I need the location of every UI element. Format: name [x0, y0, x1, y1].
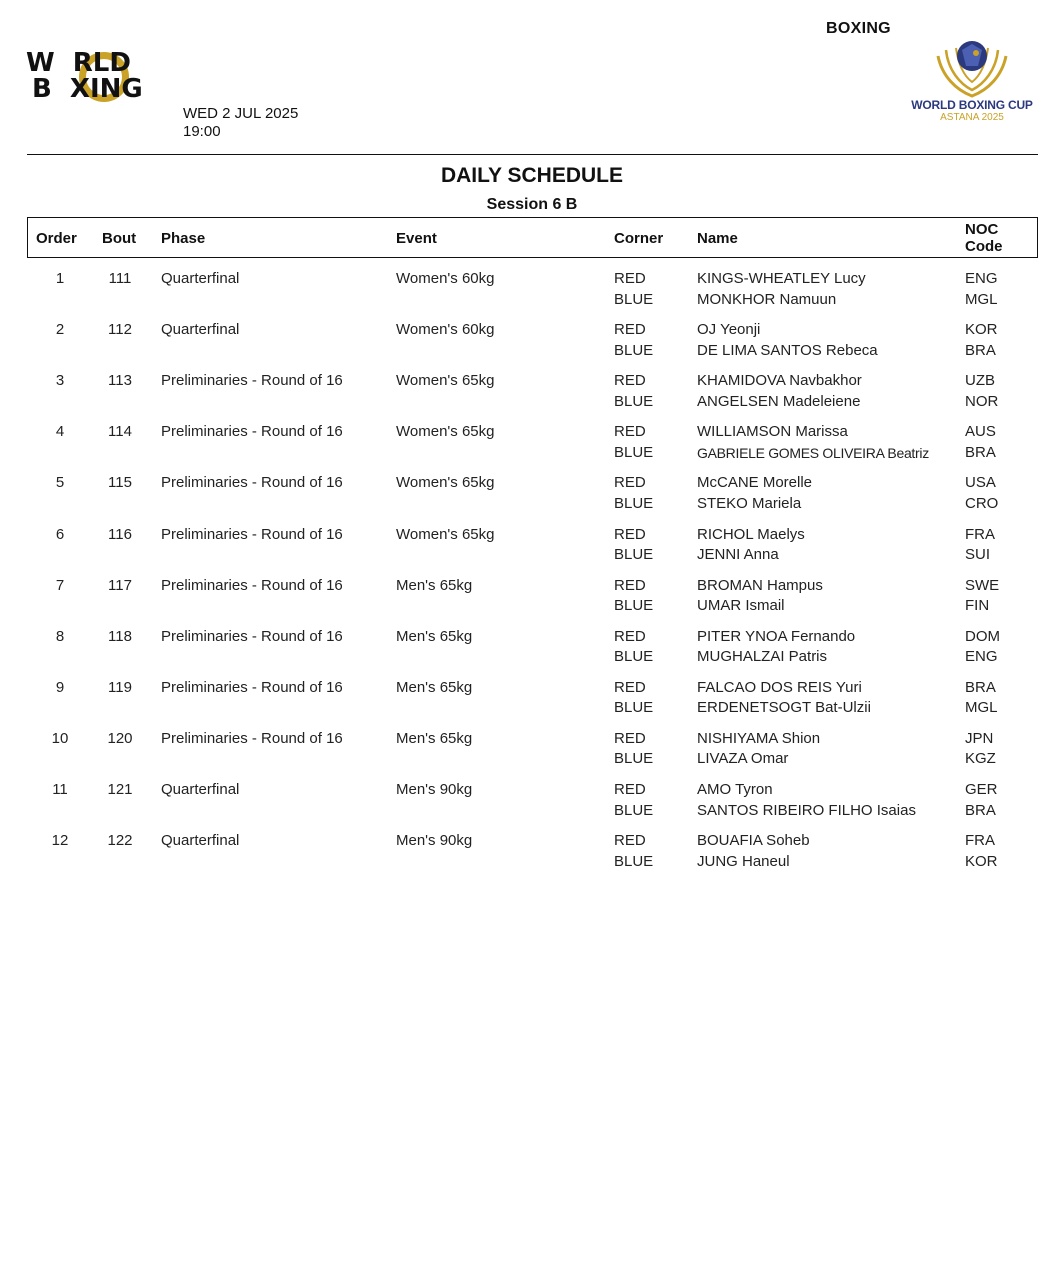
cell-bout: 122	[107, 832, 133, 850]
cell-blue-boxer-name: ERDENETSOGT Bat-Ulzii	[697, 699, 871, 717]
cell-order: 3	[55, 372, 65, 390]
cell-event: Men's 90kg	[396, 781, 473, 798]
cell-red-boxer-name: WILLIAMSON Marissa	[697, 423, 848, 441]
cell-event: Men's 90kg	[396, 832, 473, 850]
cell-red-noc: KOR	[965, 321, 998, 339]
cell-blue-noc: ENG	[965, 648, 998, 666]
cell-red-noc: FRA	[965, 832, 995, 850]
cell-order: 5	[55, 474, 65, 492]
header-noc-line1: NOC	[965, 221, 999, 238]
session-date: WED 2 JUL 2025	[183, 105, 299, 122]
cell-corner-blue: BLUE	[614, 392, 654, 410]
header-phase: Phase	[161, 230, 206, 247]
cell-phase: Quarterfinal	[161, 832, 240, 850]
cell-blue-boxer-name: STEKO Mariela	[697, 494, 802, 512]
cell-blue-boxer-name: JENNI Anna	[697, 546, 779, 563]
cup-name: WORLD BOXING CUP	[911, 98, 1033, 112]
cell-blue-boxer-name: MONKHOR Namuun	[697, 290, 837, 308]
cell-red-boxer-name: McCANE Morelle	[697, 474, 813, 492]
cell-red-noc: DOM	[965, 627, 1000, 645]
cell-corner-red: RED	[614, 525, 646, 543]
page-title: DAILY SCHEDULE	[440, 164, 624, 187]
table-row	[0, 473, 1058, 524]
cell-order: 7	[55, 576, 65, 594]
cell-corner-red: RED	[614, 729, 646, 747]
cell-corner-red: RED	[614, 474, 646, 492]
cell-bout: 118	[108, 627, 132, 645]
table-row	[0, 320, 1058, 371]
cell-bout: 119	[108, 678, 132, 696]
cell-red-noc: BRA	[965, 678, 996, 696]
cell-blue-noc: MGL	[965, 290, 998, 308]
cell-blue-noc: KGZ	[965, 750, 996, 768]
cell-phase: Quarterfinal	[161, 321, 240, 339]
cell-red-boxer-name: NISHIYAMA Shion	[697, 729, 821, 747]
cell-red-boxer-name: BOUAFIA Soheb	[697, 832, 810, 850]
cell-corner-blue: BLUE	[614, 750, 654, 768]
cell-order: 11	[52, 781, 68, 798]
cell-bout: 114	[108, 423, 132, 441]
cell-corner-red: RED	[614, 832, 646, 850]
cell-phase: Quarterfinal	[161, 270, 240, 287]
cell-corner-blue: BLUE	[614, 648, 654, 666]
cell-phase: Preliminaries - Round of 16	[161, 627, 343, 645]
cell-phase: Preliminaries - Round of 16	[161, 525, 343, 543]
table-row	[0, 729, 1058, 780]
table-row	[0, 678, 1058, 729]
cell-order: 9	[55, 678, 65, 696]
cell-event: Men's 65kg	[396, 729, 473, 747]
cell-blue-noc: NOR	[965, 392, 999, 410]
cell-red-noc: FRA	[965, 525, 995, 543]
cell-red-boxer-name: RICHOL Maelys	[697, 525, 805, 543]
table-row	[0, 627, 1058, 678]
cell-red-noc: SWE	[965, 576, 1000, 594]
cell-order: 8	[55, 627, 65, 645]
header-name: Name	[697, 230, 738, 247]
cell-red-boxer-name: PITER YNOA Fernando	[697, 627, 856, 645]
cell-blue-noc: CRO	[965, 494, 999, 512]
cell-event: Women's 65kg	[396, 372, 495, 390]
cell-phase: Preliminaries - Round of 16	[161, 474, 343, 492]
cell-corner-red: RED	[614, 678, 646, 696]
cell-red-boxer-name: AMO Tyron	[697, 781, 773, 798]
header-bout: Bout	[102, 230, 137, 247]
cell-blue-boxer-name: LIVAZA Omar	[697, 750, 789, 768]
cell-blue-boxer-name: GABRIELE GOMES OLIVEIRA Beatriz	[697, 444, 929, 461]
cell-bout: 121	[107, 781, 133, 798]
cell-blue-boxer-name: JUNG Haneul	[697, 852, 790, 870]
cell-phase: Preliminaries - Round of 16	[161, 576, 343, 594]
cell-blue-noc: BRA	[965, 801, 996, 819]
header-noc-line2: Code	[965, 238, 1003, 255]
cell-phase: Preliminaries - Round of 16	[161, 678, 343, 696]
cell-event: Women's 65kg	[396, 525, 495, 543]
cell-phase: Preliminaries - Round of 16	[161, 729, 343, 747]
table-row	[0, 576, 1058, 627]
cell-blue-boxer-name: MUGHALZAI Patris	[697, 648, 828, 666]
cell-blue-noc: SUI	[965, 546, 991, 563]
cell-blue-boxer-name: DE LIMA SANTOS Rebeca	[697, 341, 878, 359]
logo-word-world: W RLD	[26, 48, 131, 78]
table-row	[0, 269, 1058, 320]
cell-phase: Quarterfinal	[161, 781, 240, 798]
cell-corner-blue: BLUE	[614, 443, 654, 461]
cell-order: 6	[55, 525, 65, 543]
cell-red-boxer-name: FALCAO DOS REIS Yuri	[697, 678, 862, 696]
cell-red-noc: UZB	[965, 372, 995, 390]
cell-order: 12	[51, 832, 69, 850]
header-event: Event	[396, 230, 437, 247]
cell-corner-red: RED	[614, 270, 646, 287]
cell-blue-noc: BRA	[965, 443, 996, 461]
cup-emblem-icon	[932, 36, 1012, 98]
table-row	[0, 422, 1058, 473]
cell-event: Women's 65kg	[396, 423, 495, 441]
cell-corner-blue: BLUE	[614, 546, 654, 563]
world-boxing-cup-logo	[904, 36, 1040, 126]
cell-bout: 112	[108, 321, 132, 339]
cell-corner-blue: BLUE	[614, 597, 654, 615]
logo-word-boxing: B XING	[32, 74, 143, 104]
session-time: 19:00	[183, 123, 221, 140]
cell-blue-noc: FIN	[965, 597, 990, 615]
cell-bout: 116	[108, 525, 132, 543]
cell-blue-noc: BRA	[965, 341, 996, 359]
cell-event: Women's 60kg	[396, 321, 495, 339]
cell-bout: 111	[108, 270, 132, 287]
cell-corner-red: RED	[614, 627, 646, 645]
cell-event: Women's 65kg	[396, 474, 495, 492]
cell-blue-boxer-name: UMAR Ismail	[697, 597, 785, 615]
table-row	[0, 831, 1058, 882]
cell-order: 4	[55, 423, 65, 441]
cell-event: Men's 65kg	[396, 627, 473, 645]
cell-corner-red: RED	[614, 372, 646, 390]
cell-red-boxer-name: KINGS-WHEATLEY Lucy	[697, 270, 866, 287]
cell-bout: 113	[108, 372, 132, 390]
cell-bout: 115	[108, 474, 132, 492]
cell-red-boxer-name: BROMAN Hampus	[697, 576, 823, 594]
cell-blue-boxer-name: SANTOS RIBEIRO FILHO Isaias	[697, 801, 916, 819]
table-row	[0, 371, 1058, 422]
cell-order: 1	[55, 270, 65, 287]
cell-red-noc: USA	[965, 474, 996, 492]
world-boxing-logo	[26, 48, 196, 104]
cell-blue-boxer-name: ANGELSEN Madeleiene	[697, 392, 861, 410]
session-datetime	[183, 105, 298, 141]
cell-corner-red: RED	[614, 781, 646, 798]
cell-corner-red: RED	[614, 423, 646, 441]
cell-red-noc: AUS	[965, 423, 996, 441]
cell-corner-red: RED	[614, 321, 646, 339]
cell-order: 2	[55, 321, 65, 339]
cell-red-noc: ENG	[965, 270, 998, 287]
cell-event: Men's 65kg	[396, 576, 473, 594]
cell-red-boxer-name: KHAMIDOVA Navbakhor	[697, 372, 862, 390]
table-row	[0, 525, 1058, 576]
table-row	[0, 780, 1058, 831]
cell-corner-blue: BLUE	[614, 801, 654, 819]
cell-bout: 120	[107, 729, 133, 747]
cell-corner-red: RED	[614, 576, 646, 594]
header-order: Order	[36, 230, 77, 247]
sport-label: BOXING	[826, 20, 891, 37]
cell-blue-noc: MGL	[965, 699, 998, 717]
cell-red-noc: GER	[965, 781, 998, 798]
cell-order: 10	[51, 729, 69, 747]
cell-phase: Preliminaries - Round of 16	[161, 423, 343, 441]
session-subtitle: Session 6 B	[486, 196, 578, 213]
cell-corner-blue: BLUE	[614, 699, 654, 717]
cell-red-boxer-name: OJ Yeonji	[697, 321, 761, 339]
cell-corner-blue: BLUE	[614, 341, 654, 359]
cell-corner-blue: BLUE	[614, 494, 654, 512]
header-divider	[27, 154, 1038, 155]
cell-bout: 117	[108, 576, 132, 594]
header-noc	[965, 221, 1003, 255]
cup-location: ASTANA 2025	[940, 112, 1004, 123]
cell-blue-noc: KOR	[965, 852, 998, 870]
header-corner: Corner	[614, 230, 664, 247]
cell-event: Men's 65kg	[396, 678, 473, 696]
cell-red-noc: JPN	[965, 729, 994, 747]
cell-phase: Preliminaries - Round of 16	[161, 372, 343, 390]
cell-corner-blue: BLUE	[614, 852, 654, 870]
cell-corner-blue: BLUE	[614, 290, 654, 308]
cell-event: Women's 60kg	[396, 270, 495, 287]
